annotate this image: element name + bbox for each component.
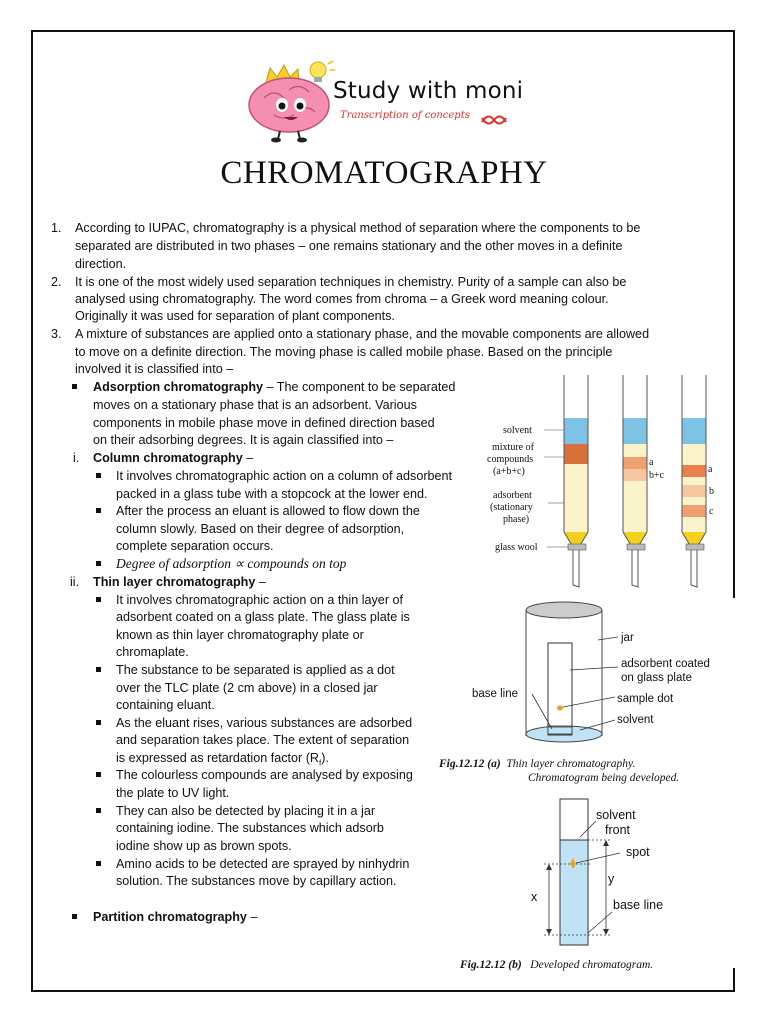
label-a: a: [649, 457, 654, 468]
tlc-b1-l4: chromaplate.: [116, 645, 189, 659]
column-b3-formula: Degree of adsorption ∝ compounds on top: [116, 556, 347, 571]
label-spot: spot: [626, 845, 650, 859]
label-bc: b+c: [649, 470, 665, 481]
column-tube-1: [564, 375, 588, 587]
point-2-line-2: analysed using chromatography. The word comes from chroma – a Greek word meaning colour.: [75, 292, 609, 306]
label-solvent-front-1: solvent: [596, 808, 636, 822]
brand-tagline: Transcription of concepts: [340, 110, 470, 121]
tlc-b5-l3: iodine show up as brown spots.: [116, 839, 292, 853]
label-adsorbent-1: adsorbent: [493, 490, 532, 501]
bullet: [96, 861, 101, 866]
bullet: [96, 772, 101, 777]
label-base-line: base line: [613, 898, 664, 912]
adsorption-line-2: moves on a stationary phase that is an adsorbent. Various: [93, 398, 417, 412]
column-b1-l2: packed in a glass tube with a stopcock at the lower end.: [116, 487, 428, 501]
label-mixture-1: mixture of: [492, 442, 534, 453]
bullet: [72, 914, 77, 919]
column-b1-l1: It involves chromatographic action on a column of adsorbent: [116, 469, 453, 483]
bullet: [96, 473, 101, 478]
adsorption-line-1: Adsorption chromatography – The component to be separated: [93, 380, 456, 394]
point-1-number: 1.: [51, 221, 62, 235]
adsorption-line-4: on their adsorbing degrees. It is again classified into –: [93, 433, 394, 447]
label-adsorbent-3: phase): [503, 514, 530, 525]
figure-a-caption-1: Fig.12.12 (a) Thin layer chromatography.: [439, 758, 636, 770]
tlc-b2-l1: The substance to be separated is applied as a dot: [116, 663, 395, 677]
column-tube-2: [623, 375, 647, 587]
tlc-b6-l1: Amino acids to be detected are sprayed by ninhydrin: [116, 857, 410, 871]
label-c: c: [709, 506, 714, 517]
tlc-b5-l2: containing iodine. The substances which adsorb: [116, 821, 384, 835]
label-b: b: [709, 486, 714, 497]
tlc-b3-l1: As the eluant rises, various substances are adsorbed: [116, 716, 413, 730]
column-tube-3: [682, 375, 706, 587]
point-2-line-1: It is one of the most widely used separation techniques in chemistry. Purity of a sample can also be: [75, 275, 627, 289]
label-coated-1: adsorbent coated: [621, 658, 710, 670]
tlc-b1-l3: known as thin layer chromatography plate or: [116, 628, 364, 642]
column-heading: Column chromatography –: [93, 451, 254, 465]
label-a2: a: [708, 464, 713, 475]
bullet: [96, 597, 101, 602]
tlc-b6-l2: solution. The substances move by capillary action.: [116, 874, 397, 888]
tlc-heading: Thin layer chromatography –: [93, 575, 266, 589]
label-sample-dot: sample dot: [617, 693, 674, 705]
point-3-line-3: involved it is classified into –: [75, 362, 234, 376]
label-base-line: base line: [472, 688, 519, 700]
tlc-number: ii.: [70, 575, 80, 589]
tlc-jar-figure: [470, 598, 732, 758]
point-3-line-2: to move on a definite direction. The moving phase is called mobile phase. Based on the principle: [75, 345, 613, 359]
tlc-b1-l2: adsorbent coated on a glass plate. The glass plate is: [116, 610, 410, 624]
tlc-b2-l3: containing eluant.: [116, 698, 215, 712]
column-b2-l2: column slowly. Based on their degree of adsorption,: [116, 522, 405, 536]
tlc-b4-l2: the plate to UV light.: [116, 786, 230, 800]
column-b2-l3: complete separation occurs.: [116, 539, 274, 553]
figure-a-caption-2: Chromatogram being developed.: [528, 772, 680, 784]
label-mixture-2: compounds: [487, 454, 534, 465]
bullet: [96, 561, 101, 566]
label-solvent-front-2: front: [605, 823, 631, 837]
point-1-line-1: According to IUPAC, chromatography is a physical method of separation where the components to be: [75, 221, 641, 235]
label-solvent: solvent: [503, 425, 532, 436]
label-x: x: [531, 890, 538, 904]
bullet: [72, 384, 77, 389]
point-2-line-3: Originally it was used for separation of plant components.: [75, 309, 395, 323]
column-b2-l1: After the process an eluant is allowed to flow down the: [116, 504, 420, 518]
point-1-line-3: direction.: [75, 257, 127, 271]
label-adsorbent-2: (stationary: [490, 502, 533, 513]
point-3-line-1: A mixture of substances are applied onto a stationary phase, and the movable components are allowed: [75, 327, 650, 341]
bullet: [96, 667, 101, 672]
page-title: CHROMATOGRAPHY: [220, 155, 548, 191]
point-3-number: 3.: [51, 327, 62, 341]
label-solvent: solvent: [617, 714, 654, 726]
tlc-b3-l2: and separation takes place. The extent of separation: [116, 733, 410, 747]
label-mixture-3: (a+b+c): [493, 466, 525, 477]
bullet: [96, 508, 101, 513]
brand-name: Study with moni: [333, 78, 524, 104]
tlc-b2-l2: over the TLC plate (2 cm above) in a closed jar: [116, 681, 378, 695]
column-number: i.: [73, 451, 80, 465]
tlc-b4-l1: The colourless compounds are analysed by exposing: [116, 768, 413, 782]
label-glass-wool: glass wool: [495, 542, 538, 553]
tlc-b1-l1: It involves chromatographic action on a thin layer of: [116, 593, 404, 607]
tlc-b5-l1: They can also be detected by placing it in a jar: [116, 804, 376, 818]
tlc-b3-l3: is expressed as retardation factor $(R_f)$.: [116, 751, 329, 768]
bullet: [96, 808, 101, 813]
figure-b-caption: Fig.12.12 (b) Developed chromatogram.: [460, 959, 654, 971]
point-2-number: 2.: [51, 275, 62, 289]
adsorption-line-3: components in mobile phase move in defined direction based: [93, 416, 435, 430]
label-coated-2: on glass plate: [621, 672, 692, 684]
bullet: [96, 720, 101, 725]
label-jar: jar: [621, 632, 634, 644]
column-chromatography-figure: [475, 375, 725, 595]
developed-chromatogram-figure: [520, 797, 720, 947]
sample-dot: [557, 706, 563, 711]
border-gap: [733, 598, 739, 968]
point-1-line-2: separated are distributed in two phases – one remains stationary and the other moves in a definite: [75, 239, 623, 253]
label-y: y: [608, 872, 615, 886]
partition-heading: Partition chromatography –: [93, 910, 258, 924]
